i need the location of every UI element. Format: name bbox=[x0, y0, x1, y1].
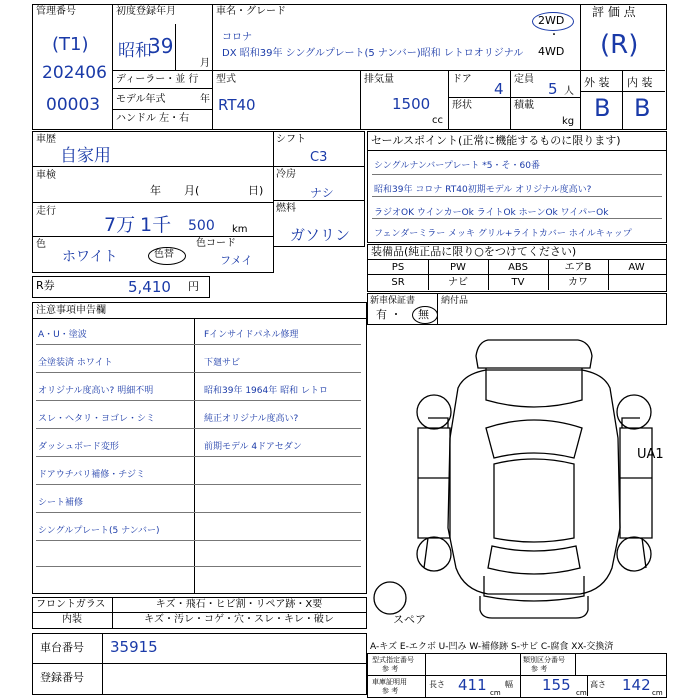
drive-2wd: 2WD bbox=[538, 14, 565, 27]
spare-label: スペア bbox=[393, 613, 426, 626]
soukou-label: 走行 bbox=[36, 206, 56, 217]
daisha-value: 35915 bbox=[110, 638, 158, 656]
haba-label: 幅 bbox=[505, 680, 513, 689]
ruibetsu-sankou: 参 考 bbox=[531, 665, 548, 673]
note-right-3: 昭和39年 1964年 昭和 レトロ bbox=[204, 386, 328, 396]
shaken-nen: 年 bbox=[150, 184, 161, 197]
equip-leather: カワ bbox=[568, 277, 588, 288]
naga-label: 長さ bbox=[429, 680, 445, 689]
kanri-number: 202406 bbox=[42, 63, 107, 83]
iro-value: ホワイト bbox=[62, 249, 118, 265]
iro-kae: 色替 bbox=[154, 249, 174, 260]
sekisai-label: 積載 bbox=[514, 100, 534, 111]
shomei-sankou: 参 考 bbox=[382, 687, 399, 695]
shaken-label: 車検 bbox=[36, 170, 56, 181]
nenryo-value: ガソリン bbox=[290, 226, 351, 244]
model-year-unit: 年 bbox=[200, 94, 210, 105]
dealer-label: ディーラー・並 行 bbox=[116, 74, 199, 85]
note-right-4: 純正オリジナル度高い? bbox=[204, 414, 299, 424]
teiin-value: 5 bbox=[548, 80, 558, 98]
naga-value: 411 bbox=[458, 676, 487, 694]
note-left-2: 全塗装済 ホワイト bbox=[38, 358, 113, 368]
shomei-label: 車庫証明用 bbox=[372, 678, 407, 686]
note-left-6: ドアウチバリ補修・チジミ bbox=[38, 470, 146, 480]
car-outline bbox=[368, 328, 666, 628]
shift-label: シフト bbox=[276, 134, 306, 145]
door-value: 4 bbox=[494, 80, 504, 98]
reibou-value: ナシ bbox=[310, 186, 334, 200]
katashiki-value: RT40 bbox=[218, 96, 256, 114]
nenryo-label: 燃料 bbox=[276, 203, 296, 214]
shamei-label: 車名・グレード bbox=[216, 6, 286, 17]
rken-label: R券 bbox=[36, 279, 55, 292]
soukou-man: 7万 bbox=[104, 214, 136, 236]
shaken-hi: 日) bbox=[248, 184, 264, 197]
reibou-label: 冷房 bbox=[276, 169, 296, 180]
sales-title: セールスポイント(正常に機能するものに限ります) bbox=[371, 134, 621, 147]
daisha-label: 車台番号 bbox=[40, 641, 84, 654]
warranty-no: 無 bbox=[418, 308, 429, 321]
damage-legend: A-キズ E-エクボ U-凹み W-補修跡 S-サビ C-腐食 XX-交換済 bbox=[370, 642, 614, 652]
equip-airbag: エアB bbox=[564, 262, 592, 273]
kanri-label: 管理番号 bbox=[36, 6, 76, 17]
rken-unit: 円 bbox=[188, 280, 199, 293]
naisou-value: B bbox=[634, 94, 651, 122]
rken-value: 5,410 bbox=[128, 278, 171, 296]
ruibetsu-label: 類別区分番号 bbox=[523, 656, 565, 664]
equipment-title: 装備品(純正品に限り○をつけてください) bbox=[371, 245, 577, 258]
taka-unit: cm bbox=[652, 689, 663, 697]
note-right-1: Fインサイドパネル修理 bbox=[204, 330, 299, 340]
haikiryo-unit: cc bbox=[432, 115, 443, 126]
shareki-value: 自家用 bbox=[60, 146, 111, 166]
shodo-label: 初度登録年月 bbox=[116, 6, 176, 17]
katashiki-shitei-sankou: 参 考 bbox=[382, 665, 399, 673]
warranty-label: 新車保証書 bbox=[370, 296, 416, 306]
sales-line-1: シングルナンバープレート *5・そ・60番 bbox=[374, 161, 540, 171]
haba-unit: cm bbox=[576, 689, 587, 697]
gaisou-value: B bbox=[594, 94, 611, 122]
drive-dot: ・ bbox=[549, 30, 559, 41]
note-left-1: A・U・塗波 bbox=[38, 330, 87, 340]
touroku-label: 登録番号 bbox=[40, 671, 84, 684]
teiin-label: 定員 bbox=[514, 74, 534, 85]
note-left-8: シングルプレート(5 ナンバー) bbox=[38, 526, 160, 536]
note-right-2: 下廻サビ bbox=[204, 358, 241, 368]
shaken-tsuki: 月( bbox=[184, 184, 200, 197]
iro-code-value: フメイ bbox=[220, 254, 253, 267]
taka-label: 高さ bbox=[590, 680, 606, 689]
kanri-t-value: (T1) bbox=[52, 34, 89, 55]
note-right-5: 前期モデル 4ドアセダン bbox=[204, 442, 302, 452]
equip-navi: ナビ bbox=[448, 277, 468, 288]
haba-value: 155 bbox=[542, 676, 571, 694]
note-left-7: シート補修 bbox=[38, 498, 84, 508]
mark-ua1: UA1 bbox=[637, 447, 664, 462]
shareki-label: 車歴 bbox=[36, 134, 56, 145]
sales-line-3: ラジオOK ウインカーOk ライトOk ホーンOk ワイパーOk bbox=[374, 208, 609, 218]
naga-unit: cm bbox=[490, 689, 501, 697]
note-left-3: オリジナル度高い? 明細不明 bbox=[38, 386, 154, 396]
soukou-hyaku: 500 bbox=[188, 218, 215, 234]
shodo-month-unit: 月 bbox=[200, 58, 210, 69]
shodo-year: 39 bbox=[148, 34, 174, 58]
model-year-label: モデル年式 bbox=[116, 94, 166, 105]
haikiryo-value: 1500 bbox=[392, 95, 431, 113]
iro-label: 色 bbox=[36, 239, 46, 250]
teiin-unit: 人 bbox=[564, 86, 574, 97]
equip-ps: PS bbox=[391, 262, 405, 273]
kanri-sub-number: 00003 bbox=[46, 95, 101, 115]
shift-value: C3 bbox=[310, 150, 328, 165]
warranty-yes: 有 ・ bbox=[376, 308, 402, 321]
soukou-sen: 1千 bbox=[140, 214, 172, 236]
equip-aw: AW bbox=[628, 262, 645, 273]
equip-abs: ABS bbox=[508, 262, 528, 273]
sales-line-2: 昭和39年 コロナ RT40初期モデル オリジナル度高い? bbox=[374, 185, 592, 195]
handle-label: ハンドル 左・右 bbox=[116, 113, 190, 124]
hyouka-value: (R) bbox=[600, 30, 639, 60]
naisou-label: 内 装 bbox=[627, 76, 653, 89]
iro-code-label: 色コード bbox=[196, 238, 236, 249]
soukou-unit: km bbox=[232, 224, 248, 235]
katashiki-label: 型式 bbox=[216, 74, 236, 85]
grade-value: DX 昭和39年 シングルプレート(5 ナンバー)昭和 レトロオリジナル bbox=[222, 48, 524, 59]
front-glass-value: キズ・飛石・ヒビ割・リペア跡・X要 bbox=[155, 599, 323, 610]
door-label: ドア bbox=[452, 74, 472, 85]
note-left-5: ダッシュボード変形 bbox=[38, 442, 119, 452]
sales-line-4: フェンダーミラー メッキ グリル+ライトカバー ホイルキャップ bbox=[374, 229, 632, 239]
haikiryo-label: 排気量 bbox=[364, 74, 394, 85]
drive-4wd: 4WD bbox=[538, 45, 565, 58]
equip-pw: PW bbox=[450, 262, 466, 273]
hyouka-label: 評 価 点 bbox=[592, 5, 636, 19]
katashiki-shitei-label: 型式指定番号 bbox=[372, 656, 414, 664]
note-left-4: スレ・ヘタリ・ヨゴレ・シミ bbox=[38, 414, 156, 424]
keijo-label: 形状 bbox=[452, 100, 472, 111]
interior-value: キズ・汚レ・コゲ・穴・スレ・キレ・破レ bbox=[144, 614, 334, 625]
gaisou-label: 外 装 bbox=[584, 76, 610, 89]
taka-value: 142 bbox=[622, 676, 651, 694]
notes-title: 注意事項申告欄 bbox=[36, 305, 106, 316]
nouhin-label: 納付品 bbox=[441, 296, 469, 306]
equip-tv: TV bbox=[511, 277, 525, 288]
interior-label: 内装 bbox=[62, 614, 82, 625]
sekisai-unit: kg bbox=[562, 116, 575, 127]
equip-sr: SR bbox=[391, 277, 405, 288]
shodo-era: 昭和 bbox=[118, 41, 152, 61]
shamei-value: コロナ bbox=[222, 32, 252, 43]
front-glass-label: フロントガラス bbox=[36, 599, 106, 610]
